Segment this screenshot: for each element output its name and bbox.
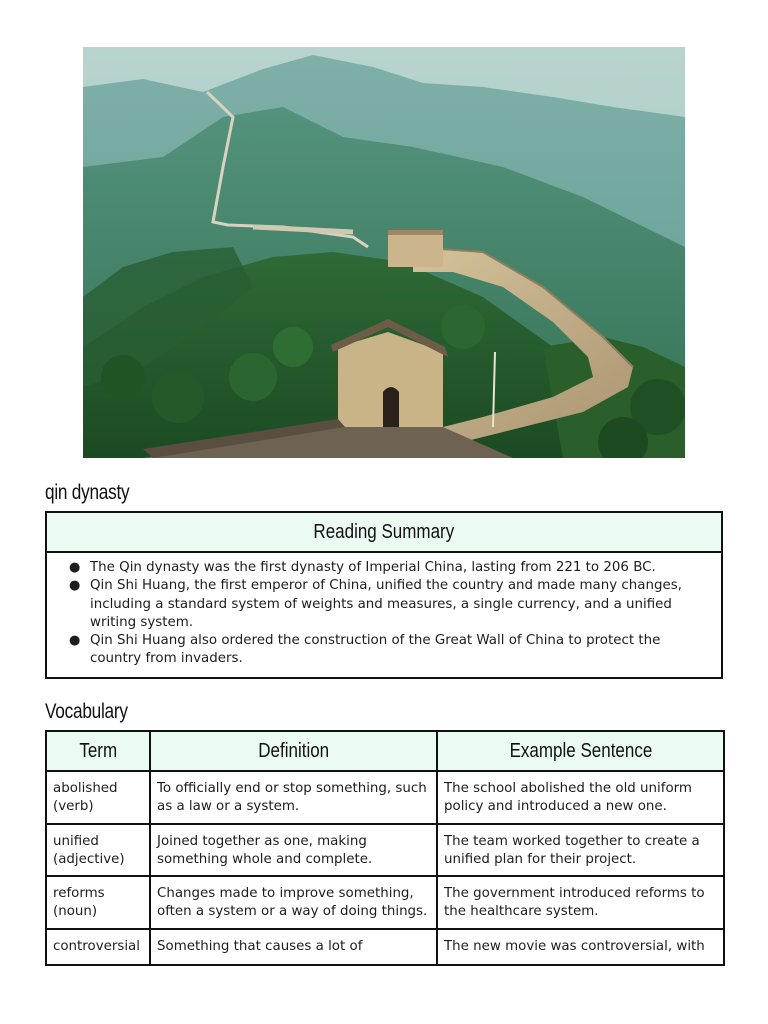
list-item [69, 577, 721, 632]
great-wall-photo [83, 47, 685, 458]
definition-cell: Joined together as one, making something whole and complete. [150, 824, 437, 877]
summary-header [47, 513, 721, 553]
table-row [46, 824, 724, 877]
list-item [69, 632, 721, 669]
table-row [46, 771, 724, 824]
vocabulary-table [45, 730, 725, 966]
summary-point: Qin Shi Huang, the first emperor of China, unified the country and made many changes, including a standard system of weights and measures, a single currency, and a unified writing system. [90, 578, 682, 630]
summary-point: Qin Shi Huang also ordered the construction of the Great Wall of China to protect the country from invaders. [90, 633, 661, 667]
summary-point: The Qin dynasty was the first dynasty of Imperial China, lasting from 221 to 206 BC. [90, 560, 656, 575]
table-row [46, 876, 724, 929]
vocabulary-heading: Vocabulary [45, 700, 128, 723]
definition-cell: To officially end or stop something, such as a law or a system. [150, 771, 437, 824]
example-cell: The school abolished the old uniform policy and introduced a new one. [437, 771, 724, 824]
column-header-term: Term [46, 731, 150, 771]
reading-summary-box [45, 511, 723, 679]
example-cell: The government introduced reforms to the healthcare system. [437, 876, 724, 929]
example-cell: The team worked together to create a unified plan for their project. [437, 824, 724, 877]
list-item [69, 559, 721, 577]
bullet-icon: ● [69, 633, 81, 649]
term-cell: reforms (noun) [46, 876, 150, 929]
column-header-definition: Definition [150, 731, 437, 771]
column-header-example: Example Sentence [437, 731, 724, 771]
term-cell: abolished (verb) [46, 771, 150, 824]
term-cell: controversial [46, 929, 150, 965]
term-cell: unified (adjective) [46, 824, 150, 877]
definition-cell: Changes made to improve something, often a system or a way of doing things. [150, 876, 437, 929]
bullet-icon: ● [69, 560, 81, 575]
table-row [46, 929, 724, 965]
summary-title: Reading Summary [313, 520, 455, 543]
bullet-icon: ● [69, 578, 81, 594]
page-title: qin dynasty [45, 481, 130, 504]
definition-cell: Something that causes a lot of [150, 929, 437, 965]
table-header-row [46, 731, 724, 771]
summary-list [47, 559, 721, 669]
example-cell: The new movie was controversial, with [437, 929, 724, 965]
